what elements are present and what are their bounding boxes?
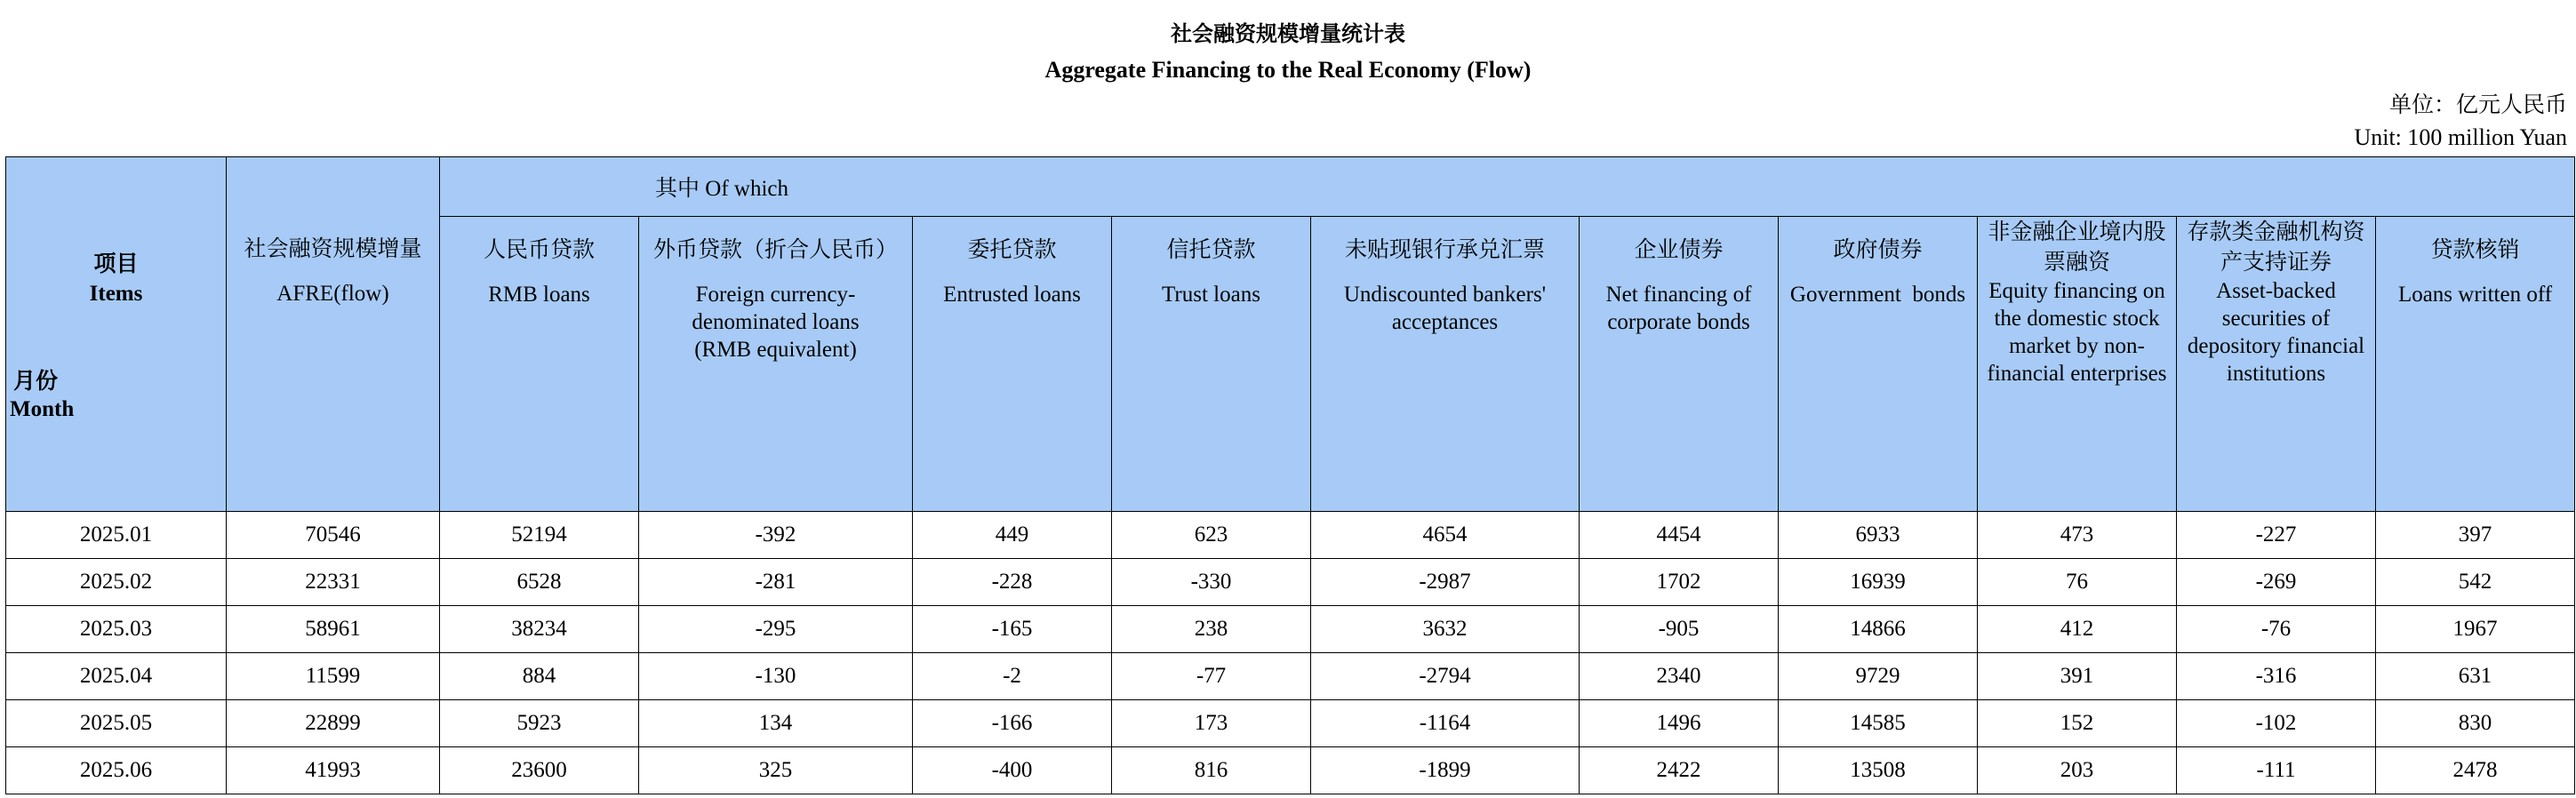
table-row [6, 747, 2575, 794]
col-label-en: Foreign currency-denominated loans (RMB equivalent) [692, 283, 860, 362]
value-cell: 6528 [440, 559, 639, 606]
value-cell: -269 [2177, 559, 2376, 606]
value-cell: 631 [2376, 653, 2575, 700]
value-cell: 14585 [1779, 700, 1978, 747]
value-cell: 76 [1978, 559, 2177, 606]
items-month-header [6, 157, 227, 512]
value-cell: 1967 [2376, 606, 2575, 653]
col-label-en: RMB loans [488, 283, 590, 307]
col-label-cn: 未贴现银行承兑汇票 [1344, 236, 1545, 262]
col-label-en: Undiscounted bankers' acceptances [1343, 283, 1547, 334]
value-cell: 238 [1112, 606, 1311, 653]
value-cell: -77 [1112, 653, 1311, 700]
value-cell: 152 [1978, 700, 2177, 747]
value-cell: 449 [913, 512, 1112, 559]
value-cell: 134 [639, 700, 913, 747]
col-label-en: Loans written off [2397, 283, 2553, 307]
value-cell: 9729 [1779, 653, 1978, 700]
value-cell: -2987 [1311, 559, 1580, 606]
col-header-loans-written-off [2376, 217, 2575, 512]
value-cell: 1496 [1580, 700, 1779, 747]
value-cell: 2478 [2376, 747, 2575, 794]
month-cell: 2025.04 [6, 653, 227, 700]
value-cell: -2794 [1311, 653, 1580, 700]
value-cell: -1899 [1311, 747, 1580, 794]
value-cell: 325 [639, 747, 913, 794]
col-label-cn: 信托贷款 [1166, 236, 1256, 262]
value-cell: -905 [1580, 606, 1779, 653]
value-cell: 22899 [227, 700, 440, 747]
col-header-abs-depository [2177, 217, 2376, 512]
unit-label-en: Unit: 100 million Yuan [2354, 124, 2567, 150]
value-cell: -330 [1112, 559, 1311, 606]
financing-table [5, 156, 2575, 794]
value-cell: 58961 [227, 606, 440, 653]
value-cell: 397 [2376, 512, 2575, 559]
value-cell: 412 [1978, 606, 2177, 653]
value-cell: 16939 [1779, 559, 1978, 606]
col-header-corporate-bonds [1580, 217, 1779, 512]
col-label-cn: 政府债券 [1833, 236, 1923, 262]
value-cell: -281 [639, 559, 913, 606]
col-header-equity-financing [1978, 217, 2177, 512]
value-cell: 11599 [227, 653, 440, 700]
value-cell: 52194 [440, 512, 639, 559]
value-cell: 14866 [1779, 606, 1978, 653]
unit-label-cn: 单位：亿元人民币 [2388, 92, 2567, 117]
table-body [6, 512, 2575, 794]
col-label-en: Net financing of corporate bonds [1605, 283, 1752, 334]
value-cell: -76 [2177, 606, 2376, 653]
value-cell: 884 [440, 653, 639, 700]
col-header-undiscounted-acceptances [1311, 217, 1580, 512]
afre-header [227, 157, 440, 512]
value-cell: -1164 [1311, 700, 1580, 747]
col-label-cn: 外币贷款（折合人民币） [652, 236, 898, 262]
value-cell: -166 [913, 700, 1112, 747]
page-title-en: Aggregate Financing to the Real Economy (Flow) [1044, 57, 1532, 83]
value-cell: 830 [2376, 700, 2575, 747]
value-cell: 13508 [1779, 747, 1978, 794]
month-label-cn: 月份 [13, 368, 59, 394]
value-cell: 5923 [440, 700, 639, 747]
col-label-en: Asset-backed securities of depository financial institutions [2187, 279, 2365, 386]
value-cell: -295 [639, 606, 913, 653]
month-cell: 2025.02 [6, 559, 227, 606]
col-label-cn: 企业债券 [1634, 236, 1724, 262]
col-label-cn: 非金融企业境内股票融资 [1988, 219, 2166, 275]
value-cell: 1702 [1580, 559, 1779, 606]
value-cell: 23600 [440, 747, 639, 794]
value-cell: -228 [913, 559, 1112, 606]
of-which-label-cn: 其中 [655, 175, 700, 201]
table-row [6, 559, 2575, 606]
value-cell: -227 [2177, 512, 2376, 559]
value-cell: 203 [1978, 747, 2177, 794]
value-cell: 391 [1978, 653, 2177, 700]
value-cell: 41993 [227, 747, 440, 794]
month-cell: 2025.06 [6, 747, 227, 794]
col-header-entrusted-loans [913, 217, 1112, 512]
of-which-header [440, 157, 2575, 217]
value-cell: 4454 [1580, 512, 1779, 559]
table-row [6, 512, 2575, 559]
col-label-cn: 存款类金融机构资产支持证券 [2187, 219, 2365, 275]
month-label-en: Month [10, 397, 75, 421]
value-cell: 473 [1978, 512, 2177, 559]
value-cell: 816 [1112, 747, 1311, 794]
value-cell: -111 [2177, 747, 2376, 794]
value-cell: -130 [639, 653, 913, 700]
value-cell: -102 [2177, 700, 2376, 747]
col-header-foreign-currency-loans [639, 217, 913, 512]
of-which-label-en: Of which [705, 177, 788, 201]
value-cell: 6933 [1779, 512, 1978, 559]
col-label-cn: 委托贷款 [967, 236, 1057, 262]
col-header-government-bonds [1779, 217, 1978, 512]
page-title-cn: 社会融资规模增量统计表 [1171, 21, 1405, 46]
afre-label-en: AFRE(flow) [276, 282, 389, 306]
value-cell: -392 [639, 512, 913, 559]
items-label-en: Items [89, 282, 143, 306]
col-label-cn: 贷款核销 [2430, 236, 2520, 262]
value-cell: -165 [913, 606, 1112, 653]
value-cell: 623 [1112, 512, 1311, 559]
value-cell: -316 [2177, 653, 2376, 700]
items-label-cn: 项目 [93, 251, 139, 276]
table-row [6, 653, 2575, 700]
table-row [6, 700, 2575, 747]
col-label-en: Government bonds [1789, 283, 1966, 307]
col-header-rmb-loans [440, 217, 639, 512]
value-cell: 22331 [227, 559, 440, 606]
col-label-cn: 人民币贷款 [483, 236, 595, 262]
value-cell: 4654 [1311, 512, 1580, 559]
value-cell: 542 [2376, 559, 2575, 606]
value-cell: -400 [913, 747, 1112, 794]
value-cell: 173 [1112, 700, 1311, 747]
value-cell: -2 [913, 653, 1112, 700]
month-cell: 2025.03 [6, 606, 227, 653]
col-label-en: Equity financing on the domestic stock market by non-financial enterprises [1987, 279, 2167, 386]
value-cell: 2340 [1580, 653, 1779, 700]
value-cell: 3632 [1311, 606, 1580, 653]
col-label-en: Entrusted loans [943, 283, 1081, 307]
col-label-en: Trust loans [1162, 283, 1260, 307]
month-cell: 2025.01 [6, 512, 227, 559]
table-row [6, 606, 2575, 653]
col-header-trust-loans [1112, 217, 1311, 512]
value-cell: 38234 [440, 606, 639, 653]
value-cell: 70546 [227, 512, 440, 559]
month-cell: 2025.05 [6, 700, 227, 747]
value-cell: 2422 [1580, 747, 1779, 794]
afre-label-cn: 社会融资规模增量 [244, 235, 422, 261]
